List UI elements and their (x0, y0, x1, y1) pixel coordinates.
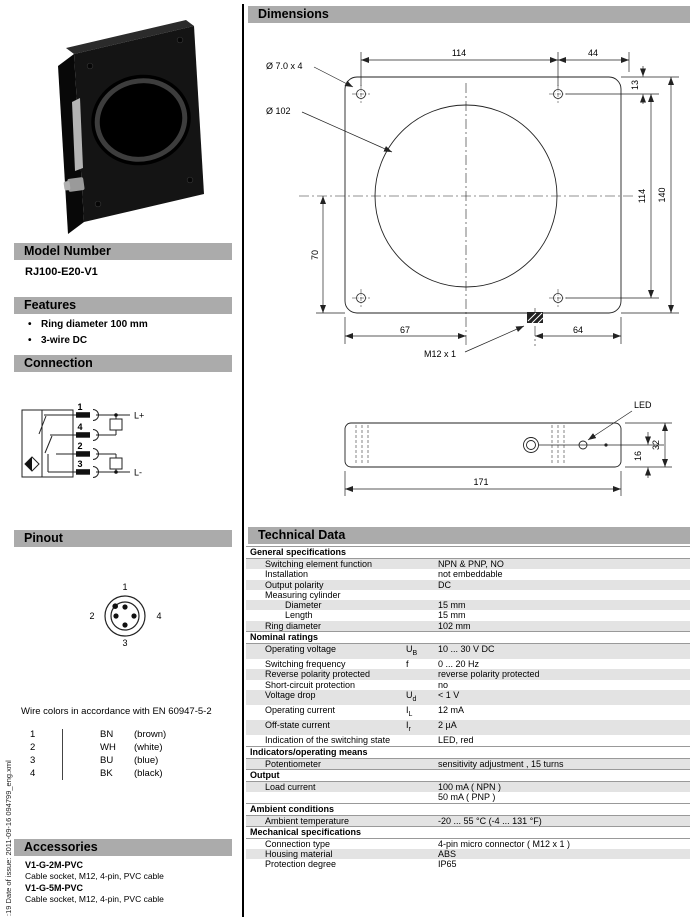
wire-code: WH (100, 742, 116, 753)
tech-data-row (246, 600, 690, 610)
tech-symbol: $I_r$ (406, 720, 411, 734)
tech-data-row (246, 659, 690, 669)
tech-value: not embeddable (438, 569, 503, 580)
tech-data-row (246, 759, 690, 769)
tech-symbol: $I_L$ (406, 705, 413, 718)
tech-label: Connection type (265, 838, 331, 849)
tech-data-row (246, 569, 690, 579)
tech-symbol (406, 569, 438, 579)
tech-symbol (406, 669, 438, 679)
tech-value: -20 ... 55 °C (-4 ... 131 °F) (438, 815, 542, 826)
dim-114-right-label: 114 (637, 188, 647, 204)
dim-holes-label: Ø 7.0 x 4 (266, 61, 303, 71)
dim-140-label: 140 (657, 187, 667, 203)
wire-pin: 1 (30, 729, 36, 740)
tech-value: 15 mm (438, 600, 466, 611)
wire-color-name: (black) (134, 768, 163, 779)
tech-label: Load current (265, 781, 316, 792)
wire-code: BU (100, 755, 114, 766)
section-header-dimensions: Dimensions (248, 6, 690, 23)
technical-table (246, 546, 690, 870)
tech-symbol: f (406, 659, 409, 670)
tech-label: Potentiometer (265, 758, 322, 769)
tech-value: 50 mA ( PNP ) (438, 792, 496, 803)
accessory-desc: Cable socket, M12, 4-pin, PVC cable (25, 894, 164, 904)
dimensions-drawing (244, 28, 698, 514)
tech-value: LED, red (438, 735, 474, 746)
tech-value: reverse polarity protected (438, 669, 540, 680)
tech-label: Short-circuit protection (265, 679, 356, 690)
pinout-pin3-label: 3 (122, 638, 128, 648)
tech-label: Installation (265, 569, 309, 580)
feature-text: Ring diameter 100 mm (41, 319, 148, 330)
tech-data-row (246, 849, 690, 859)
dim-16-label: 16 (633, 450, 643, 462)
tech-symbol (406, 580, 438, 590)
conn-lminus-label: L- (134, 467, 143, 478)
tech-symbol (406, 816, 438, 826)
tech-section-header: Indicators/operating means (246, 746, 690, 759)
wire-pin: 2 (30, 742, 36, 753)
tech-data-row (246, 720, 690, 735)
tech-label: Diameter (285, 600, 322, 611)
tech-data-row (246, 859, 690, 869)
wire-color-name: (white) (134, 742, 163, 753)
tech-symbol (406, 792, 438, 802)
section-header-technical-data: Technical Data (248, 527, 690, 544)
dim-ring-label: Ø 102 (266, 106, 291, 116)
wire-color-row (30, 728, 210, 741)
tech-symbol (406, 559, 438, 569)
dim-13-label: 13 (630, 79, 640, 91)
tech-symbol (406, 621, 438, 631)
tech-data-row (246, 782, 690, 792)
tech-value: ABS (438, 849, 457, 860)
feature-text: 3-wire DC (41, 335, 88, 346)
tech-data-row (246, 792, 690, 802)
tech-data-row (246, 644, 690, 659)
tech-value: 2 µA (438, 720, 457, 731)
tech-symbol (406, 735, 438, 745)
dim-67-label: 67 (399, 325, 411, 335)
wire-pin: 3 (30, 755, 36, 766)
wire-code: BN (100, 729, 114, 740)
section-header-features: Features (14, 297, 232, 314)
wire-color-name: (blue) (134, 755, 159, 766)
section-header-model-number: Model Number (14, 243, 232, 260)
bullet-icon: • (28, 319, 32, 330)
dim-32-label: 32 (651, 439, 661, 451)
tech-value: sensitivity adjustment , 15 turns (438, 758, 564, 769)
tech-data-row (246, 816, 690, 826)
tech-label: Length (285, 610, 313, 621)
tech-value: 10 ... 30 V DC (438, 644, 495, 655)
section-header-pinout: Pinout (14, 530, 232, 547)
wire-color-row (30, 741, 210, 754)
tech-label: Operating current (265, 705, 336, 716)
dim-171-label: 171 (473, 477, 489, 487)
wire-colors-note: Wire colors in accordance with EN 60947-5-2 (21, 706, 212, 717)
tech-data-row (246, 580, 690, 590)
wire-list-divider (62, 729, 63, 780)
feature-item (28, 317, 148, 333)
accessories-list (25, 860, 225, 906)
tech-symbol (406, 590, 438, 600)
tech-data-row (246, 621, 690, 631)
conn-lplus-label: L+ (134, 410, 145, 421)
section-header-connection: Connection (14, 355, 232, 372)
accessory-model: V1-G-5M-PVC (25, 883, 84, 893)
tech-symbol (406, 600, 438, 610)
tech-value: no (438, 679, 449, 690)
connection-diagram (8, 392, 158, 497)
tech-label: Output polarity (265, 579, 324, 590)
tech-data-row (246, 705, 690, 720)
wire-color-row (30, 754, 210, 767)
tech-symbol: $U_B$ (406, 644, 418, 657)
accessory-desc: Cable socket, M12, 4-pin, PVC cable (25, 871, 164, 881)
conn-pin3-label: 3 (77, 459, 83, 469)
conn-pin1-label: 1 (77, 402, 83, 412)
tech-data-row (246, 610, 690, 620)
tech-label: Switching element function (265, 559, 373, 569)
wire-pin: 4 (30, 768, 36, 779)
tech-data-row (246, 839, 690, 849)
tech-data-row (246, 735, 690, 745)
tech-label: Switching frequency (265, 659, 346, 670)
tech-value: 0 ... 20 Hz (438, 659, 480, 670)
pinout-pin4-label: 4 (156, 611, 162, 621)
tech-symbol (406, 782, 438, 792)
tech-data-row (246, 669, 690, 679)
dim-led-label: LED (634, 400, 652, 410)
tech-value: IP65 (438, 859, 457, 870)
tech-section-header: Nominal ratings (246, 631, 690, 644)
tech-symbol (406, 839, 438, 849)
wire-color-list (30, 728, 210, 780)
dim-70-label: 70 (310, 249, 320, 261)
dim-64-label: 64 (572, 325, 584, 335)
tech-value: NPN & PNP, NO (438, 559, 504, 569)
conn-pin2-label: 2 (77, 441, 83, 451)
tech-section-header: Ambient conditions (246, 803, 690, 816)
tech-symbol (406, 680, 438, 690)
tech-label: Indication of the switching state (265, 735, 391, 746)
tech-value (438, 590, 690, 600)
tech-data-row (246, 690, 690, 705)
tech-label: Ambient temperature (265, 815, 350, 826)
tech-value: 100 mA ( NPN ) (438, 781, 502, 792)
wire-color-name: (brown) (134, 729, 167, 740)
conn-pin4-label: 4 (77, 422, 83, 432)
tech-value: 12 mA (438, 705, 465, 716)
tech-label: Housing material (265, 849, 333, 860)
accessory-model: V1-G-2M-PVC (25, 860, 84, 870)
tech-label: Protection degree (265, 859, 337, 870)
tech-label (246, 792, 406, 802)
model-number-value: RJ100-E20-V1 (25, 266, 98, 278)
tech-value: 4-pin micro connector ( M12 x 1 ) (438, 838, 571, 849)
tech-data-row (246, 680, 690, 690)
pinout-pin2-label: 2 (89, 611, 95, 621)
tech-value: < 1 V (438, 690, 460, 701)
tech-data-row (246, 590, 690, 600)
tech-label: Off-state current (265, 720, 330, 731)
tech-value: 15 mm (438, 610, 466, 621)
tech-label: Voltage drop (265, 690, 316, 701)
feature-item (28, 333, 148, 349)
tech-symbol (406, 849, 438, 859)
pinout-diagram (70, 576, 190, 656)
section-header-accessories: Accessories (14, 839, 232, 856)
side-note: :19 Date of issue: 2011-09-16 094799_eng.xml (4, 760, 13, 916)
tech-data-row (246, 559, 690, 569)
tech-value: 102 mm (438, 620, 471, 631)
tech-section-header: Output (246, 769, 690, 782)
wire-code: BK (100, 768, 113, 779)
tech-section-header: General specifications (246, 546, 690, 559)
tech-symbol: $U_d$ (406, 690, 417, 703)
dim-114-top-label: 114 (451, 48, 467, 58)
dim-44-label: 44 (587, 48, 599, 58)
tech-label: Measuring cylinder (265, 589, 341, 600)
tech-section-header: Mechanical specifications (246, 826, 690, 839)
wire-color-row (30, 767, 210, 780)
pinout-pin1-label: 1 (122, 582, 128, 592)
product-photo (26, 8, 222, 234)
tech-value: DC (438, 579, 451, 590)
tech-label: Reverse polarity protected (265, 669, 371, 680)
tech-symbol (406, 759, 438, 769)
features-list (28, 317, 148, 349)
dim-m12-label: M12 x 1 (423, 349, 457, 359)
bullet-icon: • (28, 335, 32, 346)
tech-label: Ring diameter (265, 620, 322, 631)
tech-symbol (406, 859, 438, 869)
tech-label: Operating voltage (265, 644, 337, 655)
tech-symbol (406, 610, 438, 620)
